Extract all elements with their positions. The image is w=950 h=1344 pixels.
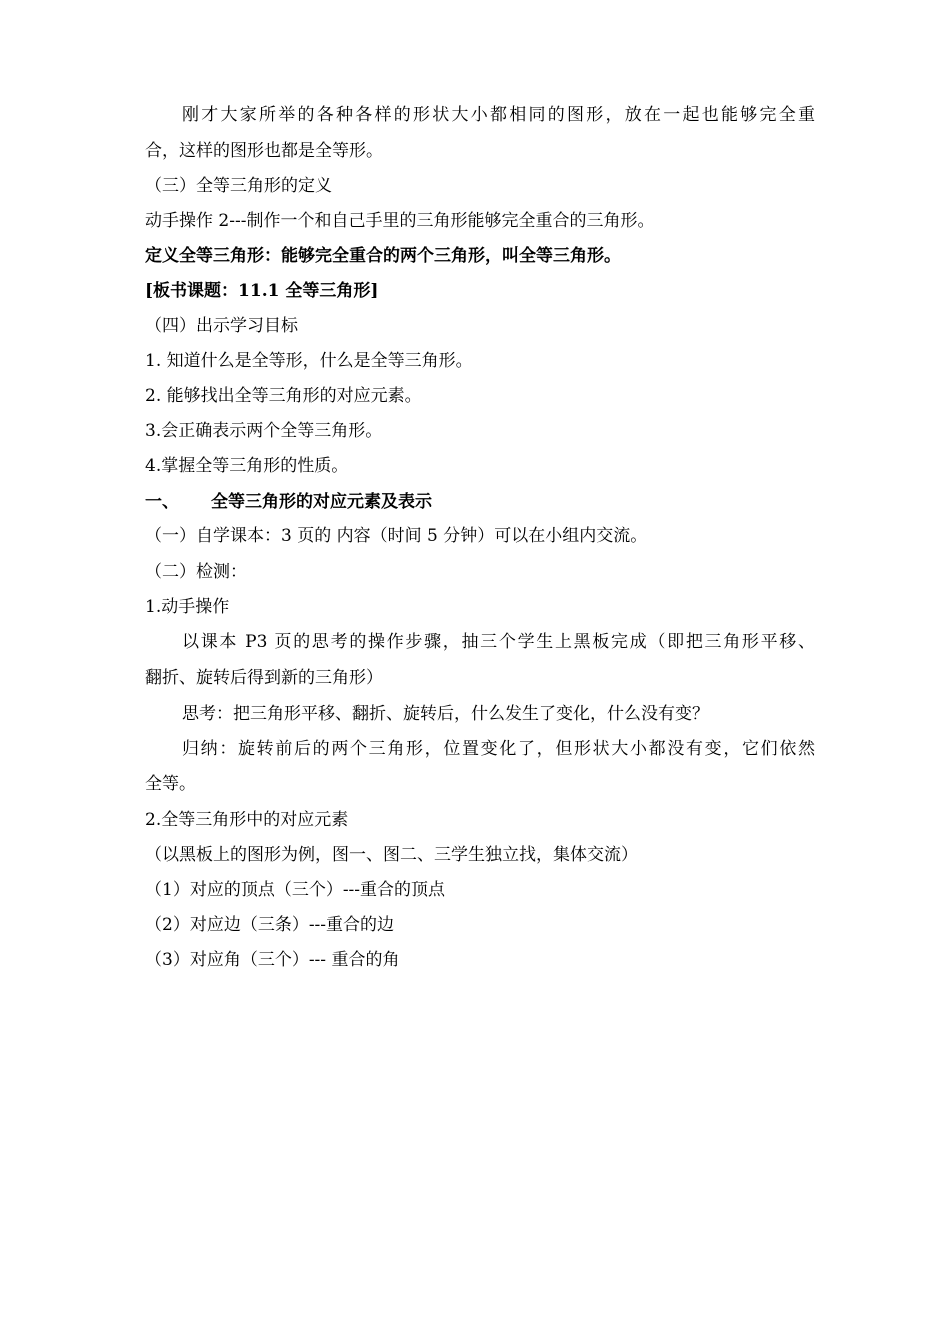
paragraph-intro-line-1: 刚才大家所举的各种各样的形状大小都相同的图形，放在一起也能够完全重 [182, 105, 815, 125]
summary-line-1: 归纳：旋转前后的两个三角形，位置变化了，但形状大小都没有变，它们依然 [182, 739, 815, 759]
hands-on-title: 1.动手操作 [145, 597, 230, 617]
element-item-3: （3）对应角（三个）--- 重合的角 [145, 950, 400, 970]
section-3-title: （三）全等三角形的定义 [145, 176, 332, 196]
goal-item-4: 4.掌握全等三角形的性质。 [145, 456, 349, 476]
goal-item-2: 2. 能够找出全等三角形的对应元素。 [145, 386, 422, 406]
hands-on-line-1: 以课本 P3 页的思考的操作步骤，抽三个学生上黑板完成（即把三角形平移、 [182, 632, 815, 652]
element-item-1: （1）对应的顶点（三个）---重合的顶点 [145, 880, 446, 900]
section-4-title: （四）出示学习目标 [145, 316, 298, 336]
paragraph-intro-line-2: 合，这样的图形也都是全等形。 [145, 141, 383, 161]
corresponding-elements-title: 2.全等三角形中的对应元素 [145, 810, 349, 830]
goal-item-3: 3.会正确表示两个全等三角形。 [145, 421, 383, 441]
definition-text: 定义全等三角形：能够完全重合的两个三角形，叫全等三角形。 [145, 246, 621, 266]
think-question: 思考：把三角形平移、翻折、旋转后，什么发生了变化，什么没有变？ [182, 704, 709, 724]
summary-line-2: 全等。 [145, 774, 196, 794]
activity-2-text: 动手操作 2---制作一个和自己手里的三角形能够完全重合的三角形。 [145, 211, 655, 231]
element-item-2: （2）对应边（三条）---重合的边 [145, 915, 395, 935]
example-note: （以黑板上的图形为例，图一、图二、三学生独立找，集体交流） [145, 845, 638, 865]
self-study-text: （一）自学课本：3 页的 内容（时间 5 分钟）可以在小组内交流。 [145, 526, 648, 546]
hands-on-line-2: 翻折、旋转后得到新的三角形） [145, 668, 383, 688]
part-1-heading [145, 490, 815, 514]
goal-item-1: 1. 知道什么是全等形，什么是全等三角形。 [145, 351, 473, 371]
part-1-number: 一、 [145, 492, 179, 512]
board-title: [板书课题：11.1 全等三角形] [145, 281, 379, 301]
part-1-title: 全等三角形的对应元素及表示 [211, 492, 432, 512]
check-title: （二）检测： [145, 562, 247, 582]
